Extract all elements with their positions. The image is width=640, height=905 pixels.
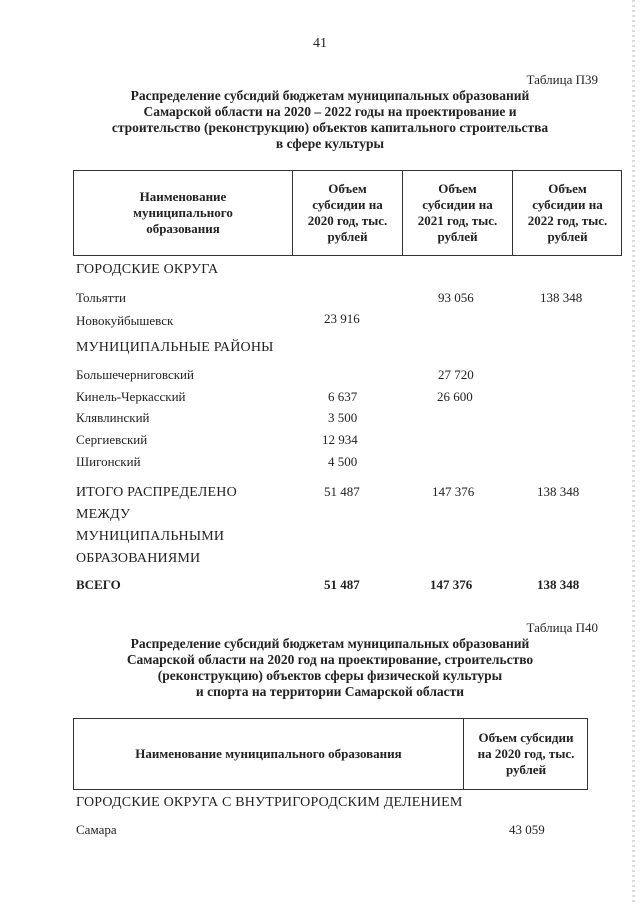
row-2020: 6 637 (328, 389, 358, 404)
row-name: Сергиевский (76, 432, 148, 447)
row-2021: 26 600 (437, 389, 473, 404)
row-name: Новокуйбышевск (76, 313, 174, 328)
row-2020: 43 059 (509, 822, 545, 837)
title-line: Распределение субсидий бюджетам муниципальных образований (130, 88, 530, 103)
row-2020: 4 500 (328, 454, 358, 469)
table-p40-title (70, 636, 590, 700)
header-name: Наименование муниципального образования (74, 719, 464, 789)
title-line: Самарской области на 2020 – 2022 годы на проектирование и (143, 104, 517, 119)
title-line: (реконструкцию) объектов сферы физической культуры (157, 668, 503, 683)
row-name: Клявлинский (76, 410, 150, 425)
subtotal-line: МУНИЦИПАЛЬНЫМИ (76, 529, 225, 544)
subtotal-label (76, 482, 237, 570)
row-name: Кинель-Черкасский (76, 389, 186, 404)
section-urban-districts: ГОРОДСКИЕ ОКРУГА (76, 262, 219, 277)
row-2020: 23 916 (324, 311, 360, 326)
total-2021: 147 376 (430, 577, 473, 592)
header-2022: Объем субсидии на 2022 год, тыс. рублей (527, 181, 608, 244)
table-p39-header (73, 170, 622, 256)
title-line: и спорта на территории Самарской области (195, 684, 465, 699)
total-2022: 138 348 (537, 577, 580, 592)
subtotal-line: ОБРАЗОВАНИЯМИ (76, 551, 201, 566)
total-2020: 51 487 (324, 577, 360, 592)
header-2020: Объем субсидии на 2020 год, тыс. рублей (293, 171, 403, 255)
row-name: Тольятти (76, 290, 127, 305)
table-p40-label: Таблица П40 (526, 620, 598, 635)
row-2020: 12 934 (322, 432, 358, 447)
row-name: Шигонский (76, 454, 141, 469)
table-p39-title (70, 88, 590, 152)
header-2020: Объем субсидии на 2020 год, тыс. рублей (477, 730, 575, 777)
page-number: 41 (313, 36, 327, 51)
row-2021: 27 720 (438, 367, 474, 382)
table-p39-label: Таблица П39 (526, 72, 598, 87)
row-name: Самара (76, 822, 117, 837)
subtotal-line: МЕЖДУ (76, 507, 131, 522)
subtotal-2021: 147 376 (432, 484, 475, 499)
row-2021: 93 056 (438, 290, 474, 305)
total-label: ВСЕГО (76, 577, 121, 592)
title-line: Самарской области на 2020 год на проектирование, строительство (126, 652, 534, 667)
title-line: Распределение субсидий бюджетам муниципальных образований (130, 636, 530, 651)
title-line: строительство (реконструкцию) объектов капитального строительства (111, 120, 549, 135)
row-2020: 3 500 (328, 410, 358, 425)
subtotal-2022: 138 348 (537, 484, 580, 499)
table-p40-header (73, 718, 588, 790)
subtotal-2020: 51 487 (324, 484, 360, 499)
title-line: в сфере культуры (275, 136, 385, 151)
scan-edge (632, 0, 635, 905)
header-2021: Объем субсидии на 2021 год, тыс. рублей (403, 171, 513, 255)
row-2022: 138 348 (540, 290, 583, 305)
section-urban-intracity: ГОРОДСКИЕ ОКРУГА С ВНУТРИГОРОДСКИМ ДЕЛЕНИЕМ (76, 795, 463, 810)
section-municipal-districts: МУНИЦИПАЛЬНЫЕ РАЙОНЫ (76, 340, 274, 355)
header-name: Наименование муниципального образования (74, 171, 293, 255)
subtotal-line: ИТОГО РАСПРЕДЕЛЕНО (76, 485, 237, 500)
row-name: Большечерниговский (76, 367, 194, 382)
